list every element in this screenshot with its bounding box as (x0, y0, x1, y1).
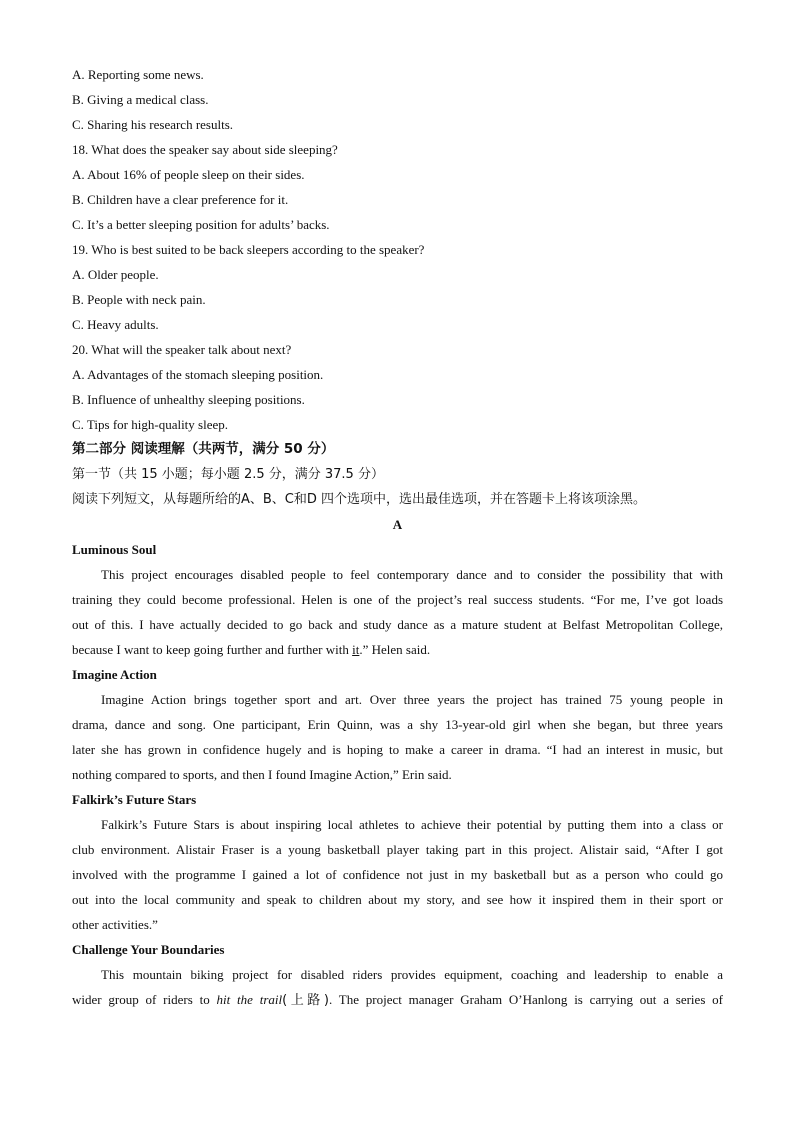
option-19b: B. People with neck pain. (72, 292, 206, 307)
part-2-title: 第二部分 阅读理解（共两节，满分 50 分） (72, 441, 335, 457)
italic-phrase: hit the trail (216, 992, 283, 1007)
paragraph-luminous-soul (72, 562, 723, 662)
paragraph-line: involved with the programme I gained a lot of confidence not just in my basketball but as a person who could go (72, 867, 723, 882)
section-1-title: 第一节（共 15 小题；每小题 2.5 分，满分 37.5 分） (72, 467, 384, 482)
paragraph-challenge-your-boundaries (72, 962, 723, 1012)
option-17a: A. Reporting some news. (72, 67, 204, 82)
option-18c: C. It’s a better sleeping position for adults’ backs. (72, 217, 330, 232)
option-19c: C. Heavy adults. (72, 317, 159, 332)
paragraph-line: out of this. I have actually decided to go back and study dance as a mature student at Belfast Metropolitan College, (72, 617, 723, 632)
paragraph-line: Imagine Action brings together sport and art. Over three years the project has trained 75 young people in (101, 692, 723, 707)
paragraph-line: wider group of riders to hit the trail(上路). The project manager Graham O’Hanlong is carrying out a series of (72, 992, 724, 1008)
paragraph-falkirks-future-stars (72, 812, 723, 937)
section-heading-imagine-action: Imagine Action (72, 667, 157, 682)
option-20b: B. Influence of unhealthy sleeping positions. (72, 392, 305, 407)
section-heading-falkirks-future-stars: Falkirk’s Future Stars (72, 792, 197, 807)
paragraph-line: training they could become professional. Helen is one of the project’s real success students. “For me, I’ve got loads (72, 592, 723, 607)
paragraph-line: This project encourages disabled people to feel contemporary dance and to consider the possibility that with (101, 567, 723, 582)
option-19a: A. Older people. (72, 267, 159, 282)
option-17b: B. Giving a medical class. (72, 92, 209, 107)
option-20c: C. Tips for high-quality sleep. (72, 417, 229, 432)
question-20: 20. What will the speaker talk about next? (72, 342, 292, 357)
option-20a: A. Advantages of the stomach sleeping position. (72, 367, 324, 382)
paragraph-line: club environment. Alistair Fraser is a young basketball player taking part in this project. Alistair said, “After I got (72, 842, 723, 857)
underlined-reference: it (352, 642, 360, 657)
paragraph-line: This mountain biking project for disabled riders provides equipment, coaching and leadership to enable a (101, 967, 723, 982)
paragraph-line: out into the local community and speak to children about my story, and see how it inspired them in their sport or (72, 892, 723, 907)
chinese-gloss: (上路) (282, 993, 329, 1008)
reading-instruction: 阅读下列短文，从每题所给的A、B、C和D 四个选项中，选出最佳选项，并在答题卡上将该项涂黑。 (72, 492, 647, 507)
paragraph-line: later she has grown in confidence hugely and is hoping to make a career in drama. “I had an interest in music, but (72, 742, 723, 757)
exam-page (72, 62, 723, 1012)
option-17c: C. Sharing his research results. (72, 117, 234, 132)
option-18b: B. Children have a clear preference for it. (72, 192, 289, 207)
question-18: 18. What does the speaker say about side sleeping? (72, 142, 338, 157)
paragraph-line: drama, dance and song. One participant, Erin Quinn, was a shy 13-year-old girl when she began, but three years (72, 717, 723, 732)
paragraph-imagine-action (72, 687, 723, 787)
paragraph-line: because I want to keep going further and further with it.” Helen said. (72, 642, 431, 657)
paragraph-line: nothing compared to sports, and then I found Imagine Action,” Erin said. (72, 767, 452, 782)
paragraph-line: other activities.” (72, 917, 158, 932)
passage-label: A (392, 517, 403, 532)
paragraph-line: Falkirk’s Future Stars is about inspiring local athletes to achieve their potential by putting them into a class or (101, 817, 723, 832)
section-heading-challenge-your-boundaries: Challenge Your Boundaries (72, 942, 225, 957)
section-heading-luminous-soul: Luminous Soul (72, 542, 157, 557)
question-19: 19. Who is best suited to be back sleepers according to the speaker? (72, 242, 425, 257)
option-18a: A. About 16% of people sleep on their sides. (72, 167, 305, 182)
